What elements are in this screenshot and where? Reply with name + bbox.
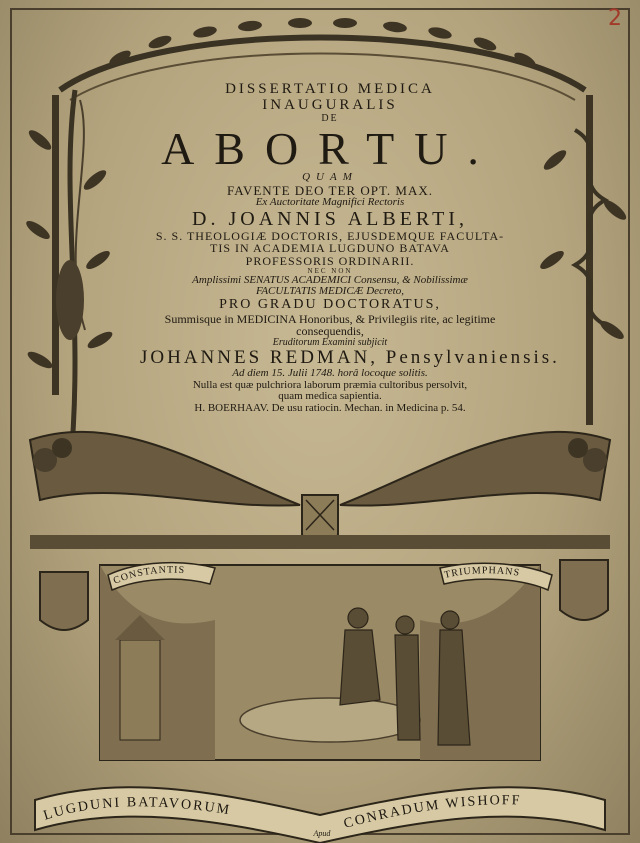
citation-line: H. BOERHAAV. De usu ratiocin. Mechan. in Medicina p. 54.	[194, 401, 466, 414]
motto-line: quam medica sapientia.	[278, 390, 382, 403]
title-line: DE	[321, 112, 339, 124]
ribbon-bottom-center: Apud	[313, 829, 331, 838]
motto-line: Nulla est quæ pulchriora laborum præmia cultoribus persolvit,	[192, 378, 468, 391]
title-line: Ex Auctoritate Magnifici Rectoris	[255, 196, 405, 209]
title-line: TIS IN ACADEMIA LUGDUNO BATAVA	[210, 241, 450, 256]
title-line: INAUGURALIS	[262, 96, 398, 113]
title-line: QUAM	[302, 171, 358, 183]
svg-text:CONRADUM WISHOFF	[342, 793, 521, 832]
title-line: NEC NON	[307, 266, 353, 275]
page-number: 2	[608, 6, 622, 31]
date-line: Ad diem 15. Julii 1748. horâ locoque solitis.	[232, 367, 428, 380]
title-line: D. JOANNIS ALBERTI,	[192, 207, 468, 230]
main-title: ABORTU.	[161, 123, 499, 174]
title-line: FACULTATIS MEDICÆ Decreto,	[256, 285, 404, 298]
svg-text:LUGDUNI BATAVORUM	[42, 795, 232, 824]
svg-text:TRIUMPHANS	[443, 565, 521, 581]
title-line: PRO GRADU DOCTORATUS,	[219, 296, 441, 312]
title-line: FAVENTE DEO TER OPT. MAX.	[226, 182, 434, 198]
title-line: DISSERTATIO MEDICA	[225, 81, 435, 97]
title-line: Eruditorum Examini subjicit	[272, 336, 388, 348]
ribbon-bottom-left: LUGDUNI BATAVORUM	[41, 795, 232, 824]
ribbon-left-upper: CONSTANTIS	[111, 564, 186, 587]
title-line: S. S. THEOLOGIÆ DOCTORIS, EJUSDEMQUE FACULTA-	[155, 228, 505, 243]
title-text-block	[140, 81, 560, 414]
author-line: JOHANNES REDMAN, Pensylvaniensis.	[140, 347, 560, 369]
ribbon-bottom-right: CONRADUM WISHOFF	[342, 793, 522, 832]
svg-text:CONSTANTIS	[112, 565, 186, 587]
title-line: consequendis,	[296, 324, 364, 339]
title-line: PROFESSORIS ORDINARII.	[245, 253, 415, 268]
ribbon-right-upper: TRIUMPHANS	[443, 565, 521, 581]
title-line: Amplissimi SENATUS ACADEMICI Consensu, & Nobilissimæ	[192, 273, 468, 286]
title-line: Summisque in MEDICINA Honoribus, & Privilegiis rite, ac legitime	[164, 311, 496, 326]
